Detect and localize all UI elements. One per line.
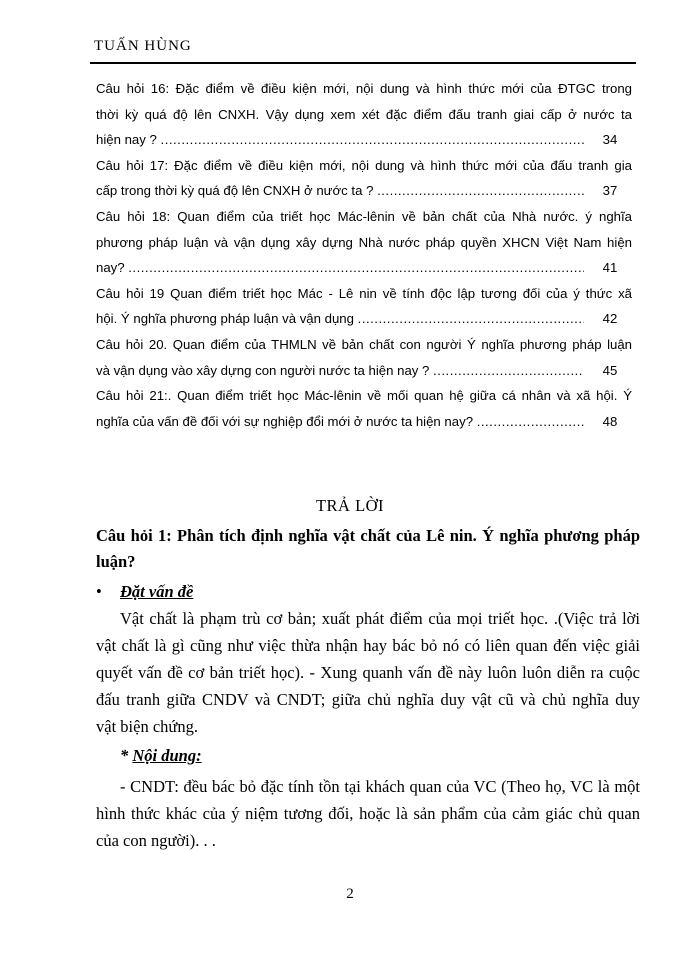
toc-line: phương pháp luận và vận dụng xây dựng Nhà nước pháp quyền XHCN Việt Nam hiện [96,234,632,250]
section-star: * [120,746,133,765]
toc-page-number: 48 [602,413,618,429]
toc-page-number: 34 [602,132,618,148]
paragraph-line: hình thức khác của ý niệm tương đối, hoặc là sản phẩm của cảm giác chủ quan [96,804,640,823]
table-of-contents [96,76,632,434]
toc-entry-17[interactable] [96,178,632,204]
toc-entry-16[interactable] [96,127,632,153]
paragraph-line: đấu tranh giữa CNDV và CNDT; giữa chủ nghĩa duy vật cũ và chủ nghĩa duy [96,690,640,709]
section-heading-noi-dung [120,746,202,766]
paragraph-line: vật biện chứng. [96,717,198,736]
toc-line: Câu hỏi 20. Quan điểm của THMLN về bản chất con người Ý nghĩa phương pháp luận [96,336,632,352]
toc-page-number: 45 [602,362,618,378]
toc-line: Câu hỏi 21:. Quan điểm triết học Mác-lênin về mối quan hệ giữa cá nhân và xã hội. Ý [96,388,632,404]
toc-line: hiện nay ? [96,132,161,148]
toc-line: hội. Ý nghĩa phương pháp luận và vận dụng [96,311,358,327]
toc-line: nghĩa của vấn đề đối với sự nghiệp đổi mới ở nước ta hiện nay? [96,413,477,429]
paragraph-content [96,773,640,854]
section-title: Đặt vấn đề [120,582,194,601]
header-title: TUẤN HÙNG [94,38,192,54]
toc-line: Câu hỏi 16: Đặc điểm về điều kiện mới, nội dung và hình thức mới của ĐTGC trong [96,81,632,96]
section-heading-dat-van-de [96,582,193,602]
toc-entry-19[interactable] [96,306,632,332]
dot-leader [433,358,584,384]
toc-line: cấp trong thời kỳ quá độ lên CNXH ở nước ta ? [96,183,378,199]
paragraph-line: vật chất là gì cũng như việc thừa nhận hay bác bỏ nó có liên quan đến việc giải [96,636,640,655]
paragraph-line: - CNDT: đều bác bỏ đặc tính tồn tại khách quan của VC (Theo họ, VC là một [120,777,640,796]
toc-page-number: 41 [602,260,618,276]
answer-heading: TRẢ LỜI [315,496,385,515]
dot-leader [128,255,584,281]
bullet-icon: • [96,582,102,601]
toc-line: Câu hỏi 19 Quan điểm triết học Mác - Lê nin về tính độc lập tương đối của ý thức xã [96,285,632,301]
toc-page-number: 42 [602,311,618,327]
toc-line: và vận dụng vào xây dựng con người nước ta hiện nay ? [96,362,434,378]
toc-page-number: 37 [602,183,618,199]
paragraph-line: quyết vấn đề cơ bản triết học). - Xung quanh vấn đề này luôn luôn diễn ra cuộc [96,663,640,682]
toc-entry-18[interactable] [96,255,632,281]
question-heading: Câu hỏi 1: Phân tích định nghĩa vật chất của Lê nin. Ý nghĩa phương pháp luận? [96,526,640,571]
toc-entry-20[interactable] [96,358,632,384]
dot-leader [377,178,584,204]
toc-line: thời kỳ quá độ lên CNXH. Vậy dụng xem xét đặc điểm đấu tranh giai cấp ở nước ta [96,106,632,122]
page-number: 2 [346,886,354,902]
toc-entry-21[interactable] [96,409,632,435]
toc-line: Câu hỏi 18: Quan điểm của triết học Mác-lênin về bản chất của Nhà nước. ý nghĩa [96,208,632,224]
toc-line: nay? [96,260,129,276]
dot-leader [358,306,584,332]
dot-leader [161,127,584,153]
toc-line: Câu hỏi 17: Đặc điểm về điều kiện mới, nội dung và hình thức mới của đấu tranh gia [96,157,632,173]
header-rule [90,62,636,64]
section-title: Nội dung: [132,746,202,765]
paragraph-intro [96,605,640,740]
paragraph-line: của con người). . . [96,831,216,850]
dot-leader [477,409,584,435]
paragraph-line: Vật chất là phạm trù cơ bản; xuất phát điểm của mọi triết học. .(Việc trả lời [120,609,640,628]
